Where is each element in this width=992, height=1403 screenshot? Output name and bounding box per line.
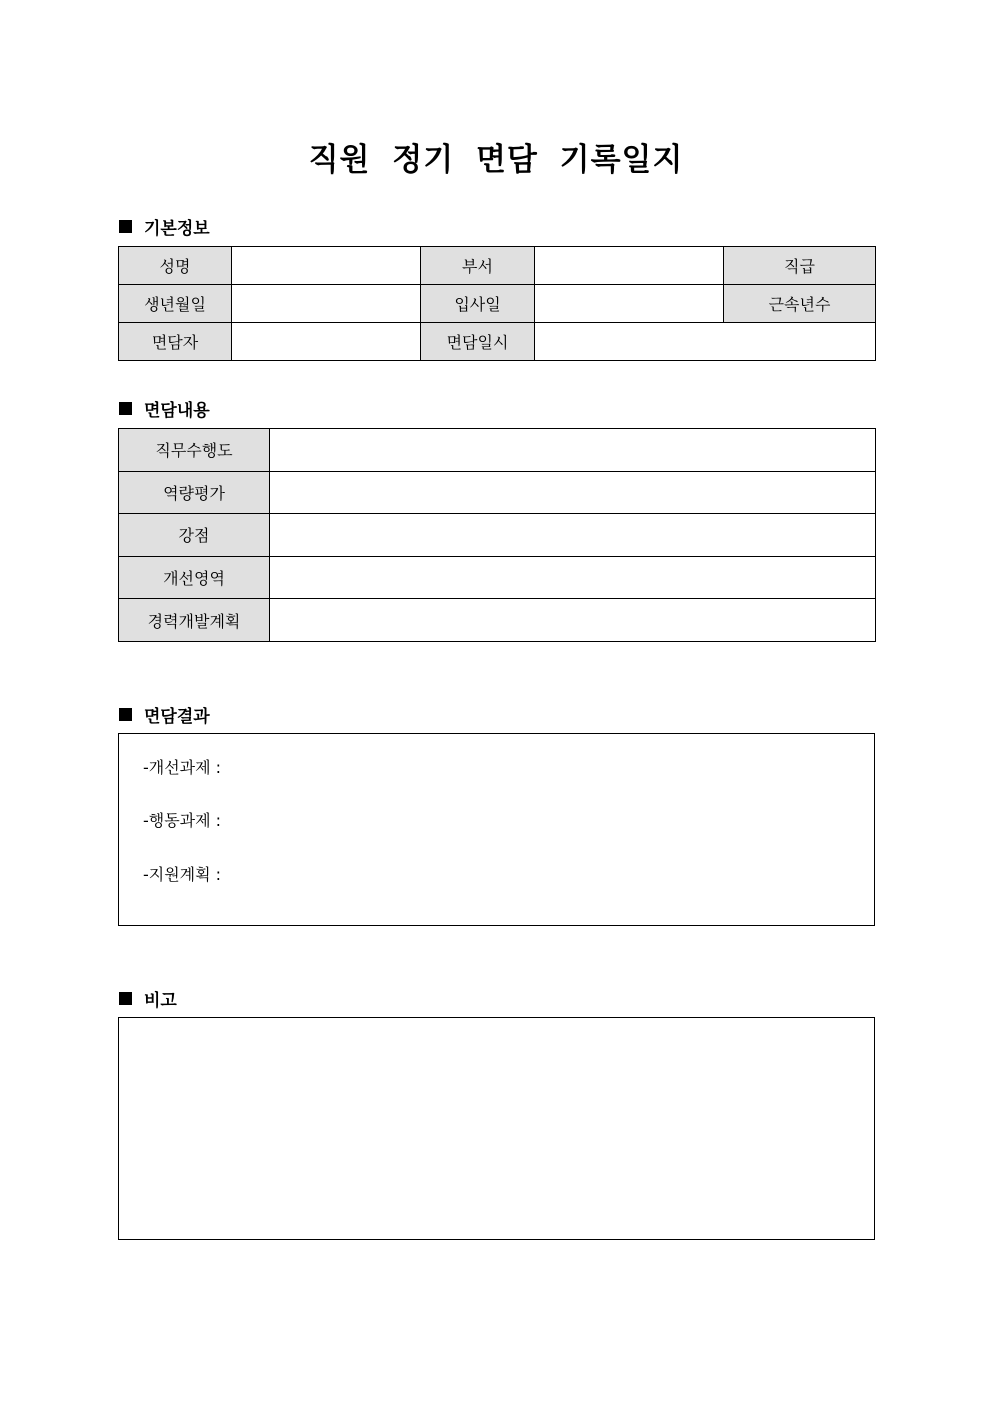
bullet-square-icon [119, 992, 132, 1005]
table-row [119, 599, 876, 642]
interview-content-table [118, 428, 876, 642]
interviewer-label: 면담자 [119, 323, 232, 361]
improvement-area-field[interactable] [270, 556, 876, 599]
interview-datetime-field[interactable] [535, 323, 876, 361]
table-row [119, 556, 876, 599]
bullet-square-icon [119, 220, 132, 233]
job-performance-label: 직무수행도 [119, 429, 270, 472]
tenure-label: 근속년수 [724, 285, 876, 323]
job-performance-field[interactable] [270, 429, 876, 472]
section-heading-label: 기본정보 [144, 219, 210, 239]
career-development-label: 경력개발계획 [119, 599, 270, 642]
career-development-field[interactable] [270, 599, 876, 642]
improvement-task-line: -개선과제 : [143, 758, 222, 777]
bullet-square-icon [119, 402, 132, 415]
table-row [119, 514, 876, 557]
hire-date-label: 입사일 [421, 285, 535, 323]
strengths-label: 강점 [119, 514, 270, 557]
interview-result-box[interactable] [118, 733, 875, 926]
department-field[interactable] [535, 247, 724, 285]
section-heading-interview-result [119, 702, 210, 727]
competency-evaluation-field[interactable] [270, 471, 876, 514]
rank-label: 직급 [724, 247, 876, 285]
interview-datetime-label: 면담일시 [421, 323, 535, 361]
table-row [119, 323, 876, 361]
interviewer-field[interactable] [232, 323, 421, 361]
strengths-field[interactable] [270, 514, 876, 557]
bullet-square-icon [119, 708, 132, 721]
section-heading-label: 면담결과 [144, 707, 210, 727]
birth-date-field[interactable] [232, 285, 421, 323]
page-title: 직원 정기 면담 기록일지 [308, 142, 684, 178]
remarks-box[interactable] [118, 1017, 875, 1240]
department-label: 부서 [421, 247, 535, 285]
section-heading-interview-content [119, 396, 210, 421]
table-row [119, 471, 876, 514]
support-plan-line: -지원계획 : [143, 865, 222, 884]
improvement-area-label: 개선영역 [119, 556, 270, 599]
table-row [119, 429, 876, 472]
section-heading-label: 비고 [144, 991, 177, 1011]
name-label: 성명 [119, 247, 232, 285]
action-task-line: -행동과제 : [143, 811, 222, 830]
table-row [119, 285, 876, 323]
basic-info-table [118, 246, 876, 361]
section-heading-remarks [119, 986, 177, 1011]
birth-date-label: 생년월일 [119, 285, 232, 323]
competency-evaluation-label: 역량평가 [119, 471, 270, 514]
section-heading-basic-info [119, 214, 210, 239]
name-field[interactable] [232, 247, 421, 285]
hire-date-field[interactable] [535, 285, 724, 323]
table-row [119, 247, 876, 285]
section-heading-label: 면담내용 [144, 401, 210, 421]
